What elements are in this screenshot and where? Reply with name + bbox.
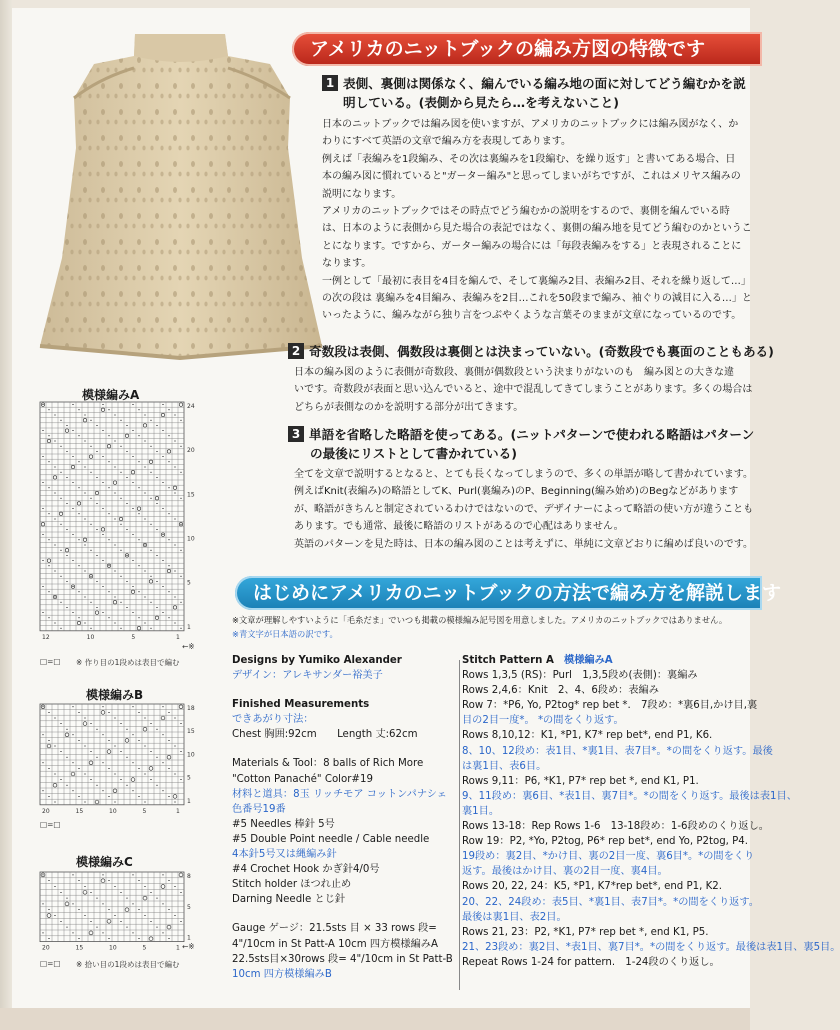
paragraph-line: とになります。ですから、ガーター編みの場合には「毎段表編みをする」と表現されることに (322, 240, 742, 252)
chart-col-label: 5 (131, 633, 136, 641)
stitch-line: 目の2目一度*。 *の間をくり返す。 (462, 715, 624, 727)
paragraph-line: 英語のパターンを見た時は、日本の編み図のことは考えずに、単純に文章どおりに編めば良いのです。 (294, 538, 753, 550)
chart-cells (40, 872, 184, 942)
section1-number: 1 (322, 75, 338, 91)
chart-a-grid (40, 402, 200, 646)
gauge-line: 10cm 四方模様編みB (232, 968, 332, 980)
stitch-instructions (462, 668, 840, 970)
chart-row-label: 1 (187, 797, 191, 805)
section1-heading: 1 表側、裏側は関係なく、編んでいる編み地の面に対してどう編むかを説 (322, 74, 746, 93)
materials-line: "Cotton Panaché" Color#19 (232, 773, 373, 785)
stitch-line: Rows 9,11：P6, *K1, P7* rep bet *, end K1, P1. (462, 775, 699, 787)
chart-b-grid (40, 704, 200, 816)
paragraph-line: わりにすべて英語の文章で編み方を表現してあります。 (322, 136, 571, 148)
section3-heading-line2: の最後にリストとして書かれている) (310, 446, 518, 461)
paragraph-line: の次の段は 裏編みを4目編み、表編みを2目…これを50段まで編み、袖ぐりの減目に入る…」と (322, 293, 752, 305)
explanation-banner: はじめにアメリカのニットブックの方法で編み方を解説します (235, 576, 762, 610)
chart-row-label: 15 (187, 491, 195, 499)
paragraph-line: 例えばKnit(表編み)の略語としてK、Purl(裏編み)のP、Beginning(編み始め)のBegなどがあります (294, 486, 739, 498)
section3-number: 3 (288, 426, 304, 442)
materials-line: #5 Needles 棒針 5号 (232, 818, 335, 830)
chart-c-legend: □=□ (40, 959, 61, 968)
stitch-line: Repeat Rows 1-24 for pattern. 1-24段のくり返し。 (462, 956, 720, 968)
chart-c-arrow: ←※ (182, 942, 195, 951)
chart-row-label: 5 (187, 774, 191, 782)
chart-b-title: 模様編みB (86, 688, 144, 702)
materials-line: Darning Needle とじ針 (232, 894, 346, 906)
chart-row-label: 5 (187, 903, 191, 911)
stitch-pattern-column (462, 653, 840, 970)
section2-paragraph (294, 364, 752, 416)
chart-c-grid (40, 872, 200, 954)
designer-en: Designs by Yumiko Alexander (232, 655, 402, 666)
materials-column (232, 653, 453, 982)
paragraph-line: 一例として「最初に表目を4目を編んで、そして裏編み2目、表編み2目、それを繰り返して…」 (322, 275, 751, 287)
chart-col-label: 15 (75, 807, 84, 815)
chart-c-title: 模様編みC (76, 855, 133, 869)
chart-cells (40, 704, 184, 805)
materials-line: #4 Crochet Hook かぎ針4/0号 (232, 864, 380, 876)
stitch-line: 8、10、12段め：表1目、*裏1目、表7目*。*の間をくり返す。最後 (462, 745, 773, 757)
designer-jp: デザイン：アレキサンダー裕美子 (232, 670, 383, 682)
section3-paragraph (294, 466, 753, 553)
stitch-line: は裏1目、表6目。 (462, 760, 547, 772)
chart-col-label: 12 (42, 633, 50, 641)
intro-note-2: ※青文字が日本語の訳です。 (232, 629, 338, 639)
knitted-dress-photo (40, 28, 322, 360)
stitch-line: 裏1目。 (462, 805, 500, 817)
stitch-line: 返す。最後はかけ目、裏の2目一度、裏4目。 (462, 866, 668, 878)
chart-row-label: 1 (187, 623, 191, 631)
chart-col-label: 10 (86, 633, 95, 641)
paragraph-line: 日本のニットブックでは編み図を使いますが、アメリカのニットブックには編み図がなく、か (322, 119, 739, 130)
chart-row-label: 24 (187, 403, 195, 410)
paragraph-line: アメリカのニットブックではその時点でどう編むかの説明をするので、裏側を編んでいる時 (322, 206, 730, 218)
page (12, 8, 840, 1008)
stitch-line: 9、11段め：裏6目、*表1目、裏7目*。*の間をくり返す。最後は表1目、 (462, 790, 797, 802)
stitch-line: Rows 2,4,6：Knit 2、4、6段め：表編み (462, 685, 659, 697)
paragraph-line: いです。奇数段が表面と思い込んでいると、途中で混乱してきてしまうことがあります。多くの場合は (294, 384, 753, 396)
chart-cells (40, 402, 184, 631)
chart-a-note: ※ 作り目の1段めは表目で編む (76, 658, 180, 667)
materials-line: 材料と道具：8玉 リッチモア コットンパナシェ (232, 788, 447, 800)
stitch-line: Rows 13-18：Rep Rows 1-6 13-18段め：1-6段めのくり返し。 (462, 821, 769, 833)
page-gutter (0, 0, 12, 1030)
page-bottom-edge (0, 1008, 750, 1030)
stitch-line: 21、23段め：裏2目、*表1目、裏7目*。*の間をくり返す。最後は表1目、裏5目。 (462, 941, 840, 953)
chart-row-label: 15 (187, 728, 195, 736)
stitch-line: 19段め：裏2目、*かけ目、裏の2目一度、裏6目*。*の間をくり (462, 851, 755, 863)
stitch-title-jp: 模様編みA (564, 655, 613, 666)
chart-col-label: 5 (142, 807, 147, 815)
gauge-line: 4"/10cm in St Patt-A 10cm 四方模様編みA (232, 938, 438, 950)
gauge-line: Gauge ゲージ：21.5sts 目 × 33 rows 段= (232, 923, 437, 935)
section1-heading-line2: 明している。(表側から見たら…を考えないこと) (343, 95, 619, 110)
paragraph-line: 全てを文章で説明するとなると、とても長くなってしまうので、多くの単語が略して書かれています。 (294, 469, 753, 480)
features-banner: アメリカのニットブックの編み方図の特徴です (292, 32, 762, 66)
section1-paragraph (322, 116, 752, 325)
materials-line: Materials & Tool：8 balls of Rich More (232, 758, 424, 770)
chart-c-note: ※ 拾い目の1段めは表目で編む (76, 960, 180, 969)
gauge-line: 22.5sts目×30rows 段= 4"/10cm in St Patt-B (232, 953, 453, 965)
chart-row-label: 5 (187, 579, 191, 587)
chest-measurement: Chest 胸囲:92cm (232, 729, 317, 741)
materials-line: Stitch holder ほつれ止め (232, 879, 352, 891)
intro-note-1: ※文章が理解しやすいように「毛糸だま」でいつも掲載の模様編み記号図を用意しました。アメリカのニットブックではありません。 (232, 615, 728, 625)
chart-row-label: 1 (187, 934, 191, 942)
stitch-line: Row 7：*P6, Yo, P2tog* rep bet *. 7段め：*裏6目,かけ目,裏 (462, 700, 758, 712)
section3-heading: 3 単語を省略した略語を使ってある。(ニットパターンで使われる略語はパターン (288, 425, 754, 444)
materials-line: #5 Double Point needle / Cable needle (232, 833, 430, 845)
paragraph-line: いったように、編みながら独り言をつぶやくような言葉そのままが文章になっているのです。 (322, 310, 742, 322)
chart-a-legend: □=□ (40, 657, 61, 666)
paragraph-line: 例えば「表編みを1段編み、その次は裏編みを1段編む、を繰り返す」と書いてある場合、日 (322, 153, 736, 165)
gauge-list (232, 921, 453, 981)
paragraph-line: 説明になります。 (322, 188, 402, 200)
paragraph-line: は、日本のように表側から見た場合の表記ではなく、裏側の編み地を見てどう編むのかというこ (322, 223, 752, 235)
paragraph-line: あります。でも通常、最後に略語のリストがあるので心配はありません。 (294, 521, 624, 533)
finished-en: Finished Measurements (232, 699, 370, 711)
stitch-line: Row 19：P2, *Yo, P2tog, P6* rep bet*, end Yo, P2tog, P4. (462, 836, 749, 848)
stitch-line: Rows 20, 22, 24：K5, *P1, K7*rep bet*, end P1, K2. (462, 881, 723, 893)
stitch-title-en: Stitch Pattern A (462, 655, 554, 666)
chart-a-arrow: ←※ (182, 642, 195, 651)
chart-row-label: 20 (187, 447, 195, 455)
stitch-line: Rows 8,10,12：K1, *P1, K7* rep bet*, end P1, K6. (462, 730, 713, 742)
chart-col-label: 10 (109, 944, 117, 952)
measurements (232, 727, 453, 742)
materials-list (232, 756, 453, 907)
chart-col-label: 20 (42, 807, 50, 815)
chart-row-label: 8 (187, 873, 191, 880)
chart-col-label: 1 (176, 807, 180, 815)
paragraph-line: 日本の編み図のように表側が奇数段、裏側が偶数段という決まりがないのも 編み図との大きな違 (294, 367, 734, 378)
materials-line: 色番号19番 (232, 803, 286, 815)
chart-b-legend: □=□ (40, 820, 61, 829)
chart-row-label: 10 (187, 751, 195, 759)
materials-line: 4本針5号又は縄編み針 (232, 849, 337, 861)
chart-col-label: 20 (42, 944, 50, 952)
paragraph-line: 本の編み図に慣れていると"ガーター編み"と思ってしまいがちですが、これはメリヤス編みの (322, 171, 741, 183)
chart-col-label: 1 (176, 633, 180, 641)
paragraph-line: が、略語がきちんと制定されているわけではないので、デザイナーによって略語の使い方が違うことも (294, 503, 754, 515)
chart-col-label: 15 (75, 944, 84, 952)
chart-col-label: 1 (176, 944, 180, 952)
finished-jp: できあがり寸法： (232, 714, 314, 726)
column-divider (459, 660, 460, 990)
paragraph-line: なります。 (322, 258, 372, 270)
length-measurement: Length 丈:62cm (337, 729, 418, 741)
section2-number: 2 (288, 343, 304, 359)
stitch-line: 20、22、24段め：表5目、*裏1目、表7目*。*の間をくり返す。 (462, 896, 759, 908)
section2-heading: 2 奇数段は表側、偶数段は裏側とは決まっていない。(奇数段でも裏面のこともある) (288, 342, 774, 361)
paragraph-line: どちらが表側なのかを説明する部分が出てきます。 (294, 401, 524, 413)
chart-row-label: 10 (187, 535, 195, 543)
chart-a-title: 模様編みA (82, 388, 140, 402)
chart-row-label: 18 (187, 705, 195, 712)
chart-col-label: 10 (109, 807, 117, 815)
stitch-line: Rows 1,3,5 (RS)：Purl 1,3,5段め(表側)：裏編み (462, 670, 698, 682)
chart-col-label: 5 (142, 944, 147, 952)
stitch-line: Rows 21, 23：P2, *K1, P7* rep bet *, end K1, P5. (462, 926, 709, 938)
stitch-line: 最後は裏1目、表2目。 (462, 911, 567, 923)
